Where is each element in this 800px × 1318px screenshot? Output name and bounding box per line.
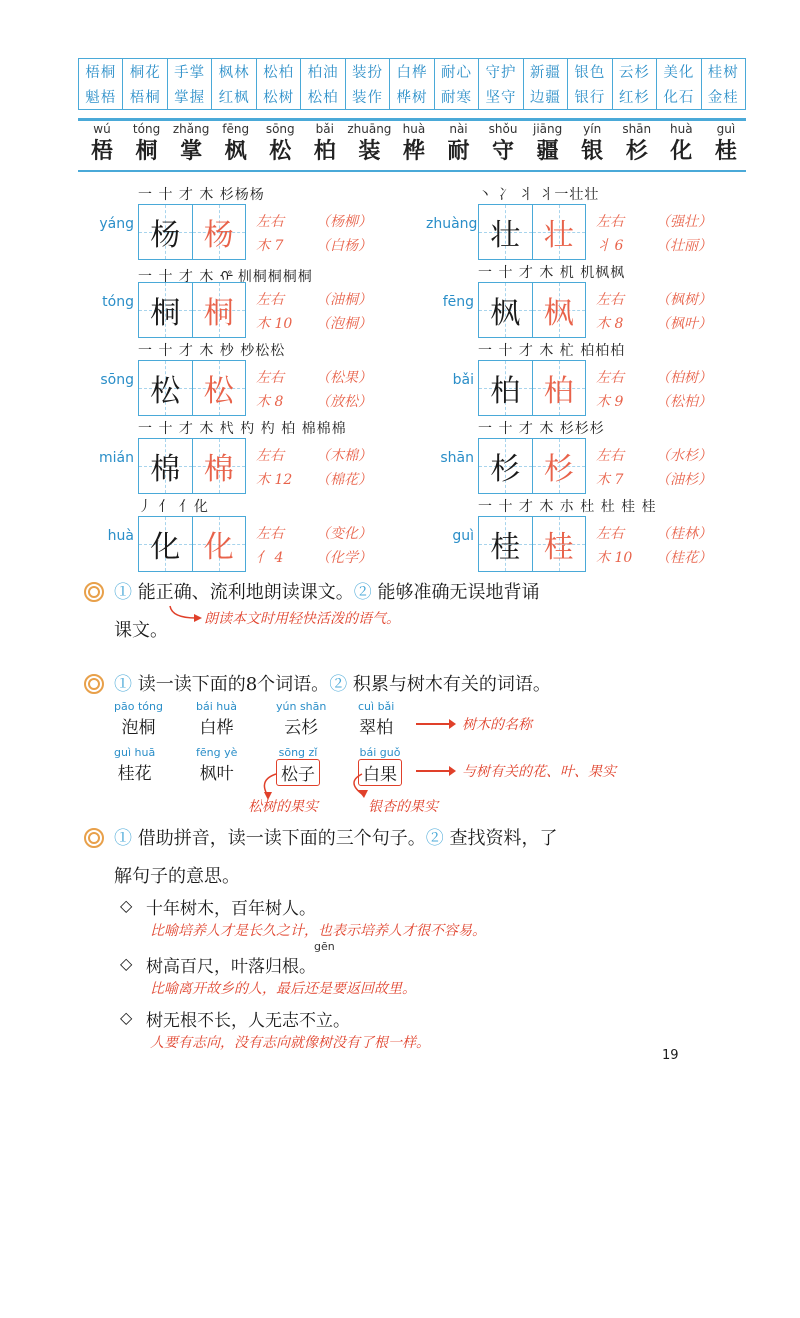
writing-grid xyxy=(478,438,586,494)
vocab-word: 银行 xyxy=(574,90,606,106)
card-pinyin: mián xyxy=(99,450,134,466)
stroke-order: 一 十 才 木 朩 杜 杜 桂 桂 xyxy=(478,499,657,515)
vocab-word: 松树 xyxy=(263,90,295,106)
char-glyph: 耐 xyxy=(447,138,470,164)
radical-count: 亻 4 xyxy=(256,550,284,566)
example-words xyxy=(316,444,372,492)
example-word: （泡桐） xyxy=(316,316,372,332)
char-meta xyxy=(256,444,292,492)
character-card xyxy=(426,184,726,260)
arrow-right xyxy=(416,770,454,772)
section1-line1 xyxy=(114,578,539,604)
example-word: （松柏） xyxy=(656,394,712,410)
grid-cell xyxy=(479,439,532,493)
sentence-1-note: 比喻培养人才是长久之计，也表示培养人才很不容易。 xyxy=(150,923,486,939)
number-2: ② xyxy=(329,674,348,695)
word-text: 云杉 xyxy=(284,718,319,738)
number-2: ② xyxy=(353,582,372,603)
char-pinyin: bǎi xyxy=(315,122,334,136)
diamond-bullet: ◇ xyxy=(120,1008,133,1027)
grid-cell xyxy=(532,439,586,493)
vocab-word: 坚守 xyxy=(485,90,517,106)
char-item xyxy=(216,122,256,168)
model-char: 桐 xyxy=(150,296,181,331)
arrow-right xyxy=(416,723,454,725)
vocab-word: 耐心 xyxy=(440,65,472,81)
stroke-order: 一 十 才 木 机 机枫枫 xyxy=(478,265,626,281)
word-item xyxy=(358,700,394,738)
section1-text1: 能正确、流利地朗读课文。 xyxy=(132,582,354,603)
vocab-column xyxy=(79,59,122,109)
vocab-column xyxy=(478,59,522,109)
model-char: 棉 xyxy=(150,452,181,487)
char-item xyxy=(171,122,211,168)
grid-cell xyxy=(139,517,192,571)
char-meta xyxy=(596,444,624,492)
note-tree-names: 树木的名称 xyxy=(462,717,532,733)
stroke-order: 一 十 才 木 杪 杪松松 xyxy=(138,343,286,359)
vocab-word: 枫林 xyxy=(218,65,250,81)
char-item xyxy=(572,122,612,168)
char-item xyxy=(260,122,300,168)
card-pinyin: tóng xyxy=(102,294,134,310)
card-pinyin: huà xyxy=(107,528,134,544)
writing-grid xyxy=(138,516,246,572)
structure: 左右 xyxy=(596,526,624,542)
note-baiguo: 银杏的果实 xyxy=(368,799,438,815)
char-glyph: 桐 xyxy=(135,138,158,164)
vocab-column xyxy=(256,59,300,109)
trace-char: 桐 xyxy=(203,296,234,331)
radical-count: 木 9 xyxy=(596,394,624,410)
vocab-word: 掌握 xyxy=(174,90,206,106)
word-pinyin: bái huà xyxy=(196,700,237,713)
character-row xyxy=(82,122,746,168)
divider xyxy=(78,170,746,172)
trace-char: 桂 xyxy=(543,530,574,565)
grid-cell xyxy=(139,361,192,415)
word-pinyin: pāo tóng xyxy=(114,700,163,713)
vocab-word: 红枫 xyxy=(218,90,250,106)
trace-char: 杉 xyxy=(543,452,574,487)
writing-grid xyxy=(478,360,586,416)
char-glyph: 掌 xyxy=(180,138,203,164)
char-pinyin: nài xyxy=(449,122,468,136)
section-icon xyxy=(84,582,104,602)
char-pinyin: zhǎng xyxy=(172,122,210,136)
writing-grid xyxy=(478,282,586,338)
char-meta xyxy=(256,288,292,336)
vocab-word: 美化 xyxy=(663,65,695,81)
example-word: （壮丽） xyxy=(656,238,712,254)
structure: 左右 xyxy=(596,370,624,386)
char-glyph: 柏 xyxy=(313,138,336,164)
vocab-word: 装作 xyxy=(352,90,384,106)
number-1: ① xyxy=(114,582,132,603)
example-word: （枫树） xyxy=(656,292,712,308)
word-text: 松子 xyxy=(276,759,320,786)
vocab-word: 柏油 xyxy=(307,65,339,81)
radical-count: 木 10 xyxy=(256,316,293,332)
diamond-bullet: ◇ xyxy=(120,954,133,973)
writing-grid xyxy=(478,516,586,572)
stroke-order: 一 十 才 木 杉杨杨 xyxy=(138,187,265,203)
example-word: （柏树） xyxy=(656,370,712,386)
word-text: 白果 xyxy=(358,759,402,786)
structure: 左右 xyxy=(256,448,284,464)
vocab-word: 白桦 xyxy=(396,65,428,81)
vocab-column xyxy=(612,59,656,109)
grid-cell xyxy=(532,283,586,337)
radical-count: 木 7 xyxy=(256,238,284,254)
section1-line2: 课文。 xyxy=(114,620,168,641)
char-glyph: 装 xyxy=(358,138,381,164)
vocab-word: 魁梧 xyxy=(85,90,117,106)
word-item xyxy=(114,746,155,784)
trace-char: 枫 xyxy=(543,296,574,331)
vocab-word: 化石 xyxy=(663,90,695,106)
char-item xyxy=(305,122,345,168)
number-1: ① xyxy=(114,674,132,695)
char-item xyxy=(394,122,434,168)
character-card xyxy=(426,418,726,494)
radical-count: 丬 6 xyxy=(596,238,624,254)
vocab-column xyxy=(122,59,166,109)
example-words xyxy=(656,366,712,414)
model-char: 桂 xyxy=(490,530,521,565)
character-card xyxy=(86,496,386,572)
vocab-word: 金桂 xyxy=(707,90,739,106)
char-pinyin: yín xyxy=(583,122,602,136)
example-words xyxy=(656,210,712,258)
char-item xyxy=(82,122,122,168)
structure: 左右 xyxy=(256,526,284,542)
word-text: 枫叶 xyxy=(199,764,234,784)
char-item xyxy=(439,122,479,168)
divider xyxy=(78,118,746,121)
vocab-word: 耐寒 xyxy=(440,90,472,106)
char-glyph: 枫 xyxy=(224,138,247,164)
char-pinyin: huà xyxy=(670,122,693,136)
note-flower-leaf-fruit: 与树有关的花、叶、果实 xyxy=(462,764,616,780)
stroke-order: 一 十 才 木 杧 柏柏柏 xyxy=(478,343,626,359)
example-words xyxy=(316,288,372,336)
example-word: （松果） xyxy=(316,370,372,386)
vocab-column xyxy=(211,59,255,109)
structure: 左右 xyxy=(596,214,624,230)
character-card xyxy=(426,262,726,338)
example-word: （木棉） xyxy=(316,448,372,464)
char-pinyin: jiāng xyxy=(533,122,563,136)
annotation-arrow xyxy=(166,604,206,628)
vocab-word: 装扮 xyxy=(352,65,384,81)
radical-count: 木 10 xyxy=(596,550,633,566)
character-card xyxy=(426,496,726,572)
section2-text2: 积累与树木有关的词语。 xyxy=(347,674,551,695)
stroke-order: 丶 冫 丬 丬一壮壮 xyxy=(478,187,600,203)
char-pinyin: tóng xyxy=(132,122,161,136)
trace-char: 棉 xyxy=(203,452,234,487)
word-pinyin: sōng zǐ xyxy=(278,746,318,759)
vocab-word: 桂树 xyxy=(707,65,739,81)
char-item xyxy=(617,122,657,168)
card-pinyin: zhuàng xyxy=(426,216,478,232)
grid-cell xyxy=(139,283,192,337)
structure: 左右 xyxy=(256,292,284,308)
vocab-column xyxy=(300,59,344,109)
example-word: （油杉） xyxy=(656,472,712,488)
char-item xyxy=(347,122,392,168)
page-number: 19 xyxy=(662,1048,679,1063)
char-pinyin: fēng xyxy=(222,122,250,136)
char-item xyxy=(661,122,701,168)
word-pinyin: fēng yè xyxy=(196,746,238,759)
vocab-column xyxy=(389,59,433,109)
char-item xyxy=(706,122,746,168)
vocab-column xyxy=(345,59,389,109)
char-item xyxy=(127,122,167,168)
grid-cell xyxy=(479,361,532,415)
section-icon xyxy=(84,828,104,848)
word-text: 白桦 xyxy=(199,718,234,738)
number-1: ① xyxy=(114,828,132,849)
card-pinyin: sōng xyxy=(100,372,134,388)
example-word: （强壮） xyxy=(656,214,712,230)
grid-cell xyxy=(479,517,532,571)
vocab-column xyxy=(434,59,478,109)
grid-cell xyxy=(139,439,192,493)
example-word: （变化） xyxy=(316,526,372,542)
char-glyph: 桦 xyxy=(402,138,425,164)
model-char: 杨 xyxy=(150,218,181,253)
example-word: （杨柳） xyxy=(316,214,372,230)
grid-cell xyxy=(479,205,532,259)
section3-line2: 解句子的意思。 xyxy=(114,866,240,887)
example-word: （棉花） xyxy=(316,472,372,488)
vocab-word: 桐花 xyxy=(129,65,161,81)
model-char: 柏 xyxy=(490,374,521,409)
example-word: （化学） xyxy=(316,550,372,566)
char-glyph: 桂 xyxy=(714,138,737,164)
char-item xyxy=(528,122,568,168)
char-meta xyxy=(256,522,284,570)
vocab-column xyxy=(567,59,611,109)
char-pinyin: wú xyxy=(93,122,111,136)
vocab-word: 红杉 xyxy=(618,90,650,106)
char-glyph: 银 xyxy=(581,138,604,164)
reading-note: 朗读本文时用轻快活泼的语气。 xyxy=(204,611,400,627)
vocabulary-strip xyxy=(78,58,746,110)
word-text: 桂花 xyxy=(117,764,152,784)
vocab-word: 松柏 xyxy=(263,65,295,81)
vocab-word: 梧桐 xyxy=(85,65,117,81)
char-pinyin: huà xyxy=(402,122,426,136)
model-char: 杉 xyxy=(490,452,521,487)
example-words xyxy=(316,210,372,258)
example-word: （桂林） xyxy=(656,526,712,542)
card-pinyin: shān xyxy=(440,450,474,466)
trace-char: 松 xyxy=(203,374,234,409)
vocab-word: 新疆 xyxy=(529,65,561,81)
char-item xyxy=(483,122,523,168)
word-item xyxy=(276,700,326,738)
writing-grid xyxy=(478,204,586,260)
char-glyph: 化 xyxy=(670,138,693,164)
vocab-column xyxy=(656,59,700,109)
stroke-order: 丿 亻 亻化 xyxy=(138,499,209,515)
grid-cell xyxy=(192,517,246,571)
section3-line1 xyxy=(114,824,557,850)
structure: 左右 xyxy=(256,214,284,230)
vocab-word: 银色 xyxy=(574,65,606,81)
char-glyph: 疆 xyxy=(536,138,559,164)
example-words xyxy=(316,366,372,414)
grid-cell xyxy=(139,205,192,259)
section3-text1: 借助拼音，读一读下面的三个句子。 xyxy=(132,828,426,849)
writing-grid xyxy=(138,360,246,416)
sentence-1: 十年树木，百年树人。 xyxy=(146,899,316,919)
radical-count: 木 7 xyxy=(596,472,624,488)
character-card xyxy=(86,184,386,260)
sentence-2-note: 比喻离开故乡的人，最后还是要返回故里。 xyxy=(150,981,416,997)
word-pinyin: cuì bǎi xyxy=(358,700,395,713)
card-pinyin: guì xyxy=(452,528,474,544)
section1-text2: 能够准确无误地背诵 xyxy=(371,582,540,603)
number-2: ② xyxy=(425,828,444,849)
note-songzi: 松树的果实 xyxy=(248,799,318,815)
grid-cell xyxy=(192,205,246,259)
char-pinyin: guì xyxy=(716,122,736,136)
example-words xyxy=(656,522,712,570)
word-text: 泡桐 xyxy=(121,718,156,738)
trace-char: 化 xyxy=(203,530,234,565)
char-pinyin: sōng xyxy=(265,122,295,136)
vocab-word: 云杉 xyxy=(618,65,650,81)
character-card xyxy=(86,418,386,494)
char-meta xyxy=(256,210,284,258)
vocab-column xyxy=(167,59,211,109)
example-words xyxy=(656,444,712,492)
vocab-word: 守护 xyxy=(485,65,517,81)
word-pinyin: bái guǒ xyxy=(359,746,401,759)
example-word: （枫叶） xyxy=(656,316,712,332)
word-item xyxy=(196,700,237,738)
card-pinyin: fēng xyxy=(442,294,474,310)
grid-cell xyxy=(479,283,532,337)
card-pinyin: yáng xyxy=(99,216,134,232)
word-text: 翠柏 xyxy=(359,718,394,738)
grid-cell xyxy=(192,283,246,337)
example-word: （放松） xyxy=(316,394,372,410)
writing-grid xyxy=(138,282,246,338)
char-glyph: 松 xyxy=(269,138,292,164)
vocab-word: 桦树 xyxy=(396,90,428,106)
example-word: （白杨） xyxy=(316,238,372,254)
structure: 左右 xyxy=(256,370,284,386)
model-char: 枫 xyxy=(490,296,521,331)
character-card xyxy=(426,340,726,416)
trace-char: 柏 xyxy=(543,374,574,409)
model-char: 化 xyxy=(150,530,181,565)
example-word: （油桐） xyxy=(316,292,372,308)
section-icon xyxy=(84,674,104,694)
radical-count: 木 8 xyxy=(256,394,284,410)
sentence-3-note: 人要有志向，没有志向就像树没有了根一样。 xyxy=(150,1035,430,1051)
stroke-order: 一 十 才 木 ᡥ 杊桐桐桐桐 xyxy=(138,269,313,285)
word-pinyin: yún shān xyxy=(276,700,327,713)
writing-grid xyxy=(138,438,246,494)
char-pinyin: shǒu xyxy=(488,122,518,136)
char-pinyin: shān xyxy=(622,122,652,136)
grid-cell xyxy=(192,361,246,415)
trace-char: 壮 xyxy=(543,218,574,253)
stroke-order: 一 十 才 木 杙 杓 杓 柏 棉棉棉 xyxy=(138,421,347,437)
vocab-word: 边疆 xyxy=(529,90,561,106)
word-item xyxy=(196,746,237,784)
grid-cell xyxy=(532,361,586,415)
sentence-3: 树无根不长，人无志不立。 xyxy=(146,1011,350,1031)
grid-cell xyxy=(192,439,246,493)
stroke-order: 一 十 才 木 杉杉杉 xyxy=(478,421,605,437)
diamond-bullet: ◇ xyxy=(120,896,133,915)
grid-cell xyxy=(532,517,586,571)
vocab-word: 手掌 xyxy=(174,65,206,81)
example-word: （桂花） xyxy=(656,550,712,566)
char-meta xyxy=(256,366,284,414)
char-glyph: 杉 xyxy=(625,138,648,164)
char-meta xyxy=(596,288,624,336)
trace-char: 杨 xyxy=(203,218,234,253)
vocab-column xyxy=(701,59,745,109)
section2-text1: 读一读下面的8个词语。 xyxy=(132,674,330,695)
vocab-column xyxy=(523,59,567,109)
example-words xyxy=(656,288,712,336)
radical-count: 木 8 xyxy=(596,316,624,332)
char-glyph: 守 xyxy=(492,138,515,164)
writing-grid xyxy=(138,204,246,260)
radical-count: 木 12 xyxy=(256,472,293,488)
word-pinyin: guì huā xyxy=(114,746,156,759)
example-word: （水杉） xyxy=(656,448,712,464)
structure: 左右 xyxy=(596,292,624,308)
model-char: 壮 xyxy=(490,218,521,253)
section2-line1 xyxy=(114,670,551,696)
char-pinyin: zhuāng xyxy=(347,122,392,136)
sentence-2: 树高百尺，叶落归根。 xyxy=(146,957,316,977)
word-item xyxy=(114,700,163,738)
vocab-word: 梧桐 xyxy=(129,90,161,106)
ruby-gen: gēn xyxy=(314,940,335,953)
example-words xyxy=(316,522,372,570)
char-meta xyxy=(596,210,624,258)
char-meta xyxy=(596,522,632,570)
vocab-word: 松柏 xyxy=(307,90,339,106)
char-glyph: 梧 xyxy=(90,138,113,164)
character-card xyxy=(86,262,386,338)
model-char: 松 xyxy=(150,374,181,409)
grid-cell xyxy=(532,205,586,259)
character-card xyxy=(86,340,386,416)
section3-text2: 查找资料，了 xyxy=(443,828,558,849)
structure: 左右 xyxy=(596,448,624,464)
card-pinyin: bǎi xyxy=(452,372,474,388)
char-meta xyxy=(596,366,624,414)
